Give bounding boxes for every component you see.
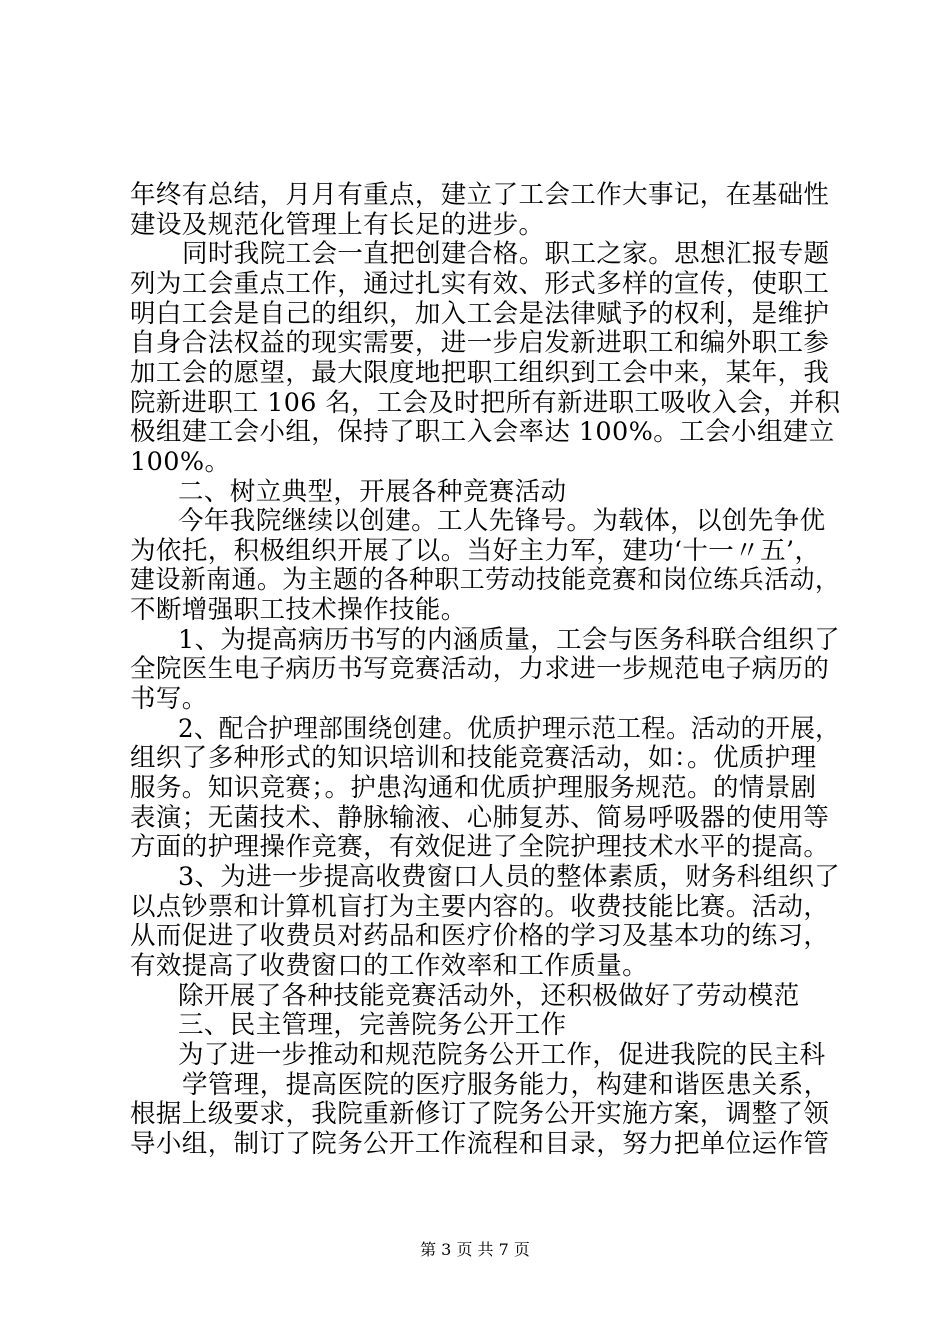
paragraph-line: 为依托，积极组织开展了以。当好主力军，建功‘十一〃五’， [130, 536, 821, 566]
paragraph-line: 导小组，制订了院务公开工作流程和目录，努力把单位运作管 [130, 1129, 830, 1159]
paragraph-line: 列为工会重点工作，通过扎实有效、形式多样的宣传，使职工 [130, 269, 830, 299]
paragraph-line: 100%。 [130, 447, 231, 477]
paragraph-line: 服务。知识竞赛；。护患沟通和优质护理服务规范。的情景剧 [130, 773, 817, 803]
paragraph-line: 书写。 [130, 684, 208, 714]
paragraph-line: 极组建工会小组，保持了职工入会率达 100%。工会小组建立 [130, 417, 835, 447]
paragraph-line: 三、民主管理，完善院务公开工作 [178, 1010, 567, 1040]
paragraph-line: 从而促进了收费员对药品和医疗价格的学习及基本功的练习， [130, 921, 830, 951]
paragraph-line: 明白工会是自己的组织，加入工会是法律赋予的权利，是维护 [130, 299, 830, 329]
paragraph-line: 有效提高了收费窗口的工作效率和工作质量。 [130, 951, 649, 981]
paragraph-line: 1、为提高病历书写的内涵质量，工会与医务科联合组织了 [178, 625, 841, 655]
paragraph-line: 自身合法权益的现实需要，进一步启发新进职工和编外职工参 [130, 328, 830, 358]
page-footer: 第 3 页 共 7 页 [420, 1240, 530, 1259]
paragraph-line: 二、树立典型，开展各种竞赛活动 [178, 477, 567, 507]
paragraph-line: 不断增强职工技术操作技能。 [130, 595, 467, 625]
paragraph-line: 根据上级要求，我院重新修订了院务公开实施方案，调整了领 [130, 1099, 830, 1129]
paragraph-line: 方面的护理操作竞赛，有效促进了全院护理技术水平的提高。 [130, 832, 830, 862]
paragraph-line: 今年我院继续以创建。工人先锋号。为载体，以创先争优 [178, 506, 826, 536]
paragraph-line: 年终有总结，月月有重点，建立了工会工作大事记，在基础性 [130, 180, 830, 210]
paragraph-line: 同时我院工会一直把创建合格。职工之家。思想汇报专题 [182, 239, 830, 269]
paragraph-line: 加工会的愿望，最大限度地把职工组织到工会中来，某年，我 [130, 358, 830, 388]
paragraph-line: 表演；无菌技术、静脉输液、心肺复苏、简易呼吸器的使用等 [130, 803, 830, 833]
paragraph-line: 学管理，提高医院的医疗服务能力，构建和谐医患关系， [182, 1070, 830, 1100]
paragraph-line: 全院医生电子病历书写竞赛活动，力求进一步规范电子病历的 [130, 654, 830, 684]
paragraph-line: 2、配合护理部围绕创建。优质护理示范工程。活动的开展， [178, 714, 841, 744]
paragraph-line: 3、为进一步提高收费窗口人员的整体素质，财务科组织了 [178, 862, 841, 892]
paragraph-line: 为了进一步推动和规范院务公开工作，促进我院的民主科 [178, 1040, 826, 1070]
paragraph-line: 组织了多种形式的知识培训和技能竞赛活动，如：。优质护理 [130, 743, 817, 773]
paragraph-line: 建设及规范化管理上有长足的进步。 [130, 210, 545, 240]
paragraph-line: 除开展了各种技能竞赛活动外，还积极做好了劳动模范 [178, 981, 800, 1011]
paragraph-line: 建设新南通。为主题的各种职工劳动技能竞赛和岗位练兵活动， [130, 565, 841, 595]
paragraph-line: 院新进职工 106 名，工会及时把所有新进职工吸收入会，并积 [130, 388, 841, 418]
paragraph-line: 以点钞票和计算机盲打为主要内容的。收费技能比赛。活动， [130, 892, 830, 922]
